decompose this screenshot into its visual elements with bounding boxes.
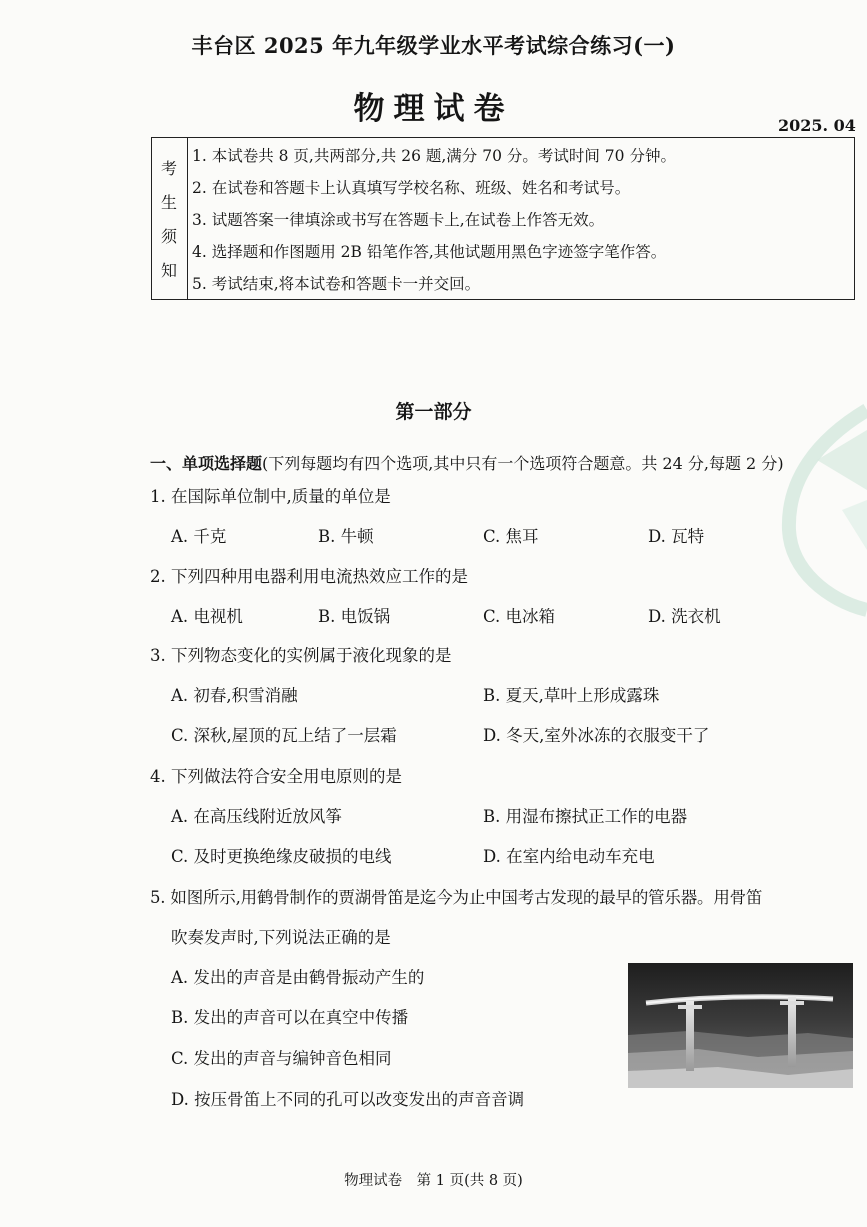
notice-item: 3. 试题答案一律填涂或书写在答题卡上,在试卷上作答无效。 bbox=[192, 211, 605, 229]
question-stem: 1. 在国际单位制中,质量的单位是 bbox=[150, 487, 391, 506]
question-option: D. 按压骨笛上不同的孔可以改变发出的声音音调 bbox=[171, 1090, 525, 1109]
notice-item: 2. 在试卷和答题卡上认真填写学校名称、班级、姓名和考试号。 bbox=[192, 179, 631, 197]
question-stem: 4. 下列做法符合安全用电原则的是 bbox=[150, 767, 402, 786]
notice-label-char: 须 bbox=[160, 227, 177, 246]
subject-title: 物理试卷 bbox=[353, 91, 514, 127]
question-option: D. 冬天,室外冰冻的衣服变干了 bbox=[483, 726, 710, 745]
question-option: A. 初春,积雪消融 bbox=[171, 686, 298, 705]
question-stem: 2. 下列四种用电器利用电流热效应工作的是 bbox=[150, 567, 468, 586]
notice-item: 1. 本试卷共 8 页,共两部分,共 26 题,满分 70 分。考试时间 70 分钟。 bbox=[192, 147, 676, 165]
part-title: 第一部分 bbox=[395, 401, 472, 423]
question-option: D. 在室内给电动车充电 bbox=[483, 847, 655, 866]
question-stem-continued: 吹奏发声时,下列说法正确的是 bbox=[171, 928, 391, 947]
bone-flute-photo bbox=[628, 963, 853, 1088]
question-option: B. 电饭锅 bbox=[318, 607, 391, 626]
question-option: A. 在高压线附近放风筝 bbox=[171, 807, 342, 826]
question-option: B. 夏天,草叶上形成露珠 bbox=[483, 686, 660, 705]
question-option: C. 深秋,屋顶的瓦上结了一层霜 bbox=[171, 726, 397, 745]
section-instruction: (下列每题均有四个选项,其中只有一个选项符合题意。共 24 分,每题 2 分) bbox=[262, 454, 784, 473]
question-option: C. 焦耳 bbox=[483, 527, 539, 546]
question-stem: 3. 下列物态变化的实例属于液化现象的是 bbox=[150, 646, 452, 665]
question-option: D. 瓦特 bbox=[648, 527, 705, 546]
notice-label-char: 知 bbox=[160, 261, 177, 280]
notice-label-char: 考 bbox=[160, 159, 177, 178]
question-option: D. 洗衣机 bbox=[648, 607, 721, 626]
question-option: A. 千克 bbox=[171, 527, 227, 546]
question-option: A. 电视机 bbox=[171, 607, 243, 626]
section-label: 一、单项选择题 bbox=[150, 454, 263, 473]
watermark-logo bbox=[757, 400, 867, 620]
question-stem: 5. 如图所示,用鹤骨制作的贾湖骨笛是迄今为止中国考古发现的最早的管乐器。用骨笛 bbox=[150, 888, 763, 907]
question-option: C. 电冰箱 bbox=[483, 607, 556, 626]
notice-item: 4. 选择题和作图题用 2B 铅笔作答,其他试题用黑色字迹签字笔作答。 bbox=[192, 243, 667, 261]
exam-date: 2025. 04 bbox=[778, 116, 856, 135]
question-option: B. 牛顿 bbox=[318, 527, 374, 546]
notice-item: 5. 考试结束,将本试卷和答题卡一并交回。 bbox=[192, 275, 481, 293]
page-footer: 物理试卷 第 1 页(共 8 页) bbox=[344, 1173, 523, 1189]
notice-label bbox=[152, 138, 188, 299]
question-option: A. 发出的声音是由鹤骨振动产生的 bbox=[171, 968, 425, 987]
candidate-notice-box bbox=[151, 137, 855, 300]
question-option: B. 发出的声音可以在真空中传播 bbox=[171, 1008, 409, 1027]
section-heading bbox=[150, 451, 784, 474]
question-option: C. 及时更换绝缘皮破损的电线 bbox=[171, 847, 392, 866]
notice-label-char: 生 bbox=[160, 193, 177, 212]
question-option: C. 发出的声音与编钟音色相同 bbox=[171, 1049, 392, 1068]
exam-title: 丰台区 2025 年九年级学业水平考试综合练习(一) bbox=[191, 33, 676, 58]
question-option: B. 用湿布擦拭正工作的电器 bbox=[483, 807, 688, 826]
